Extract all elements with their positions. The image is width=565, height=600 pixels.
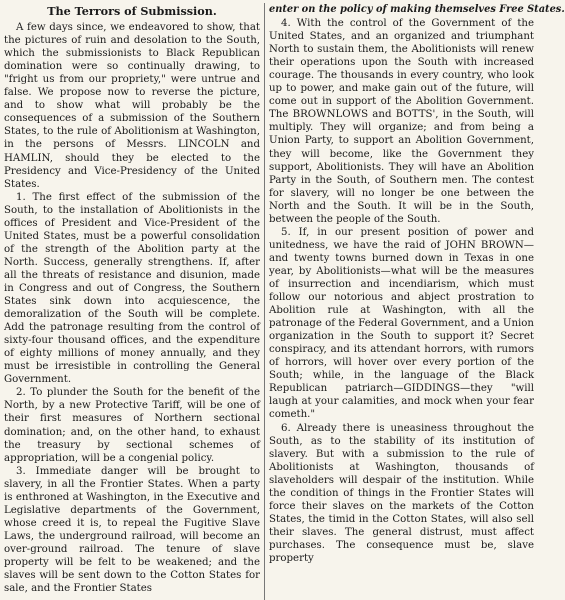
paragraph-4: 4. With the control of the Government of the United States, and an organized and triumphant North to sustain them, the Abolitionists will renew their operations upon the South with increased courage. The thousands in every country, who look up to power, and make gain out of the future, will come out in support of the Abolition Government. The BROWNLOWS and BOTTS', in the South, will multiply. They will organize; and from being a Union Party, to support an Abolition Government, they will become, like the Government they support, Abolitionists. They will have an Abolition Party in the South, of Southern men. The contest for slavery, will no longer be one between the North and the South. It will be in the South, between the people of the South. <box>269 18 534 225</box>
paragraph-intro: A few days since, we endeavored to show, that the pictures of ruin and desolation to the South, which the submissionists to Black Republican domination were so continually drawing, to "fright us from our propriety," were untrue and false. We propose now to reverse the picture, and to show what will probably be the consequences of a submission of the Southern States, to the rule of Abolitionism at Washington, in the persons of Messrs. LINCOLN and HAMLIN, should they be elected to the Presidency and Vice-Presidency of the United States. <box>4 22 260 190</box>
left-column <box>4 3 265 600</box>
article-title: The Terrors of Submission. <box>47 4 217 18</box>
paragraph-2: 2. To plunder the South for the benefit of the North, by a new Protective Tariff, will be one of their first measures of Northern sectional domination; and, on the other hand, to exhaust the treasury by sectional schemes of appropriation, will be a congenial policy. <box>4 387 260 464</box>
paragraph-6: 6. Already there is uneasiness throughout the South, as to the stability of its institution of slavery. But with a submission to the rule of Abolitionists at Washington, thousands of slaveholders will despair of the institution. While the condition of things in the Frontier States will force their slaves on the markets of the Cotton States, the timid in the Cotton States, will also sell their slaves. The general distrust, must affect purchases. The consequence must be, slave property <box>269 422 534 564</box>
paragraph-3: 3. Immediate danger will be brought to slavery, in all the Frontier States. When a party is enthroned at Washington, in the Executive and Legislative departments of the Government, whose creed it is, to repeal the Fugitive Slave Laws, the underground railroad, will become an over-ground railroad. The tenure of slave property will be felt to be weakened; and the slaves will be sent down to the Cotton States for sale, and the Frontier States <box>4 465 260 595</box>
right-column <box>265 3 565 600</box>
paragraph-1: 1. The first effect of the submission of the South, to the installation of Abolitionists in the offices of President and Vice-President of the United States, must be a powerful consolidation of the strength of the Abolition party at the North. Success, generally strengthens. If, after all the threats of resistance and disunion, made in Congress and out of Congress, the Southern States sink down into acquiescence, the demoralization of the South will be complete. Add the patronage resulting from the control of sixty-four thousand offices, and the expenditure of eighty millions of money annually, and they must be irresistible in controlling the General Government. <box>4 191 260 386</box>
paragraph-5: 5. If, in our present position of power and unitedness, we have the raid of JOHN BROWN—and twenty towns burned down in Texas in one year, by Abolitionists—what will be the measures of insurrection and incendiarism, which must follow our notorious and abject prostration to Abolition rule at Washington, with all the patronage of the Federal Government, and a Union organization in the South to support it? Secret conspiracy, and its attendant horrors, with rumors of horrors, will hover over every portion of the South; while, in the language of the Black Republican patriarch—GIDDINGS—they "will laugh at your calamities, and mock when your fear cometh." <box>269 226 534 421</box>
continuation-line: enter on the policy of making themselves Free States. <box>269 4 565 15</box>
